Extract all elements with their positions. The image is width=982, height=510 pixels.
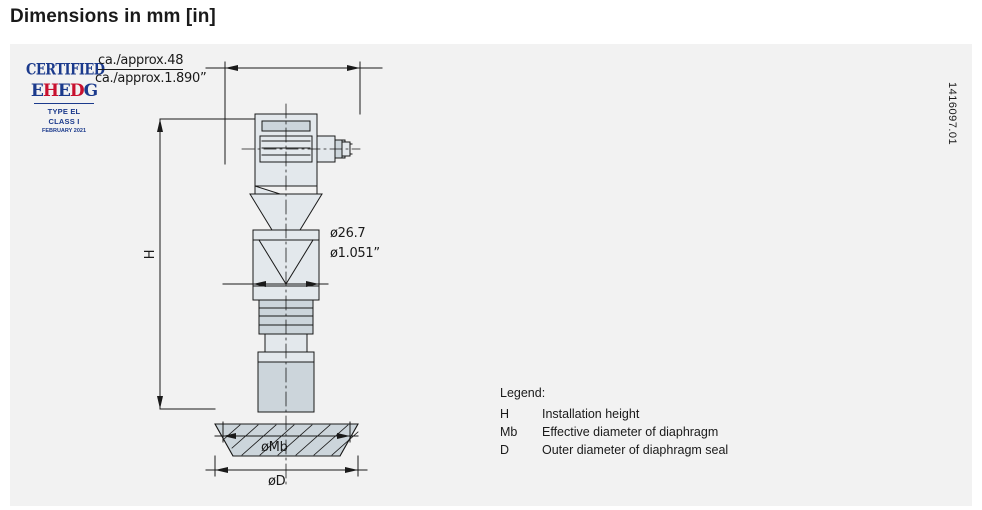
legend-title: Legend: [500, 386, 546, 400]
dim-diameter-mm: ø26.7 [330, 226, 366, 241]
cert-ehedg-logo: EHEDG [30, 81, 98, 101]
legend-description-h: Installation height [542, 407, 640, 422]
legend-symbol-mb: Mb [500, 425, 518, 440]
dim-top-approx-in: ca./approx.1.890” [95, 71, 207, 86]
cert-certified-text: CERTIFIED [26, 60, 105, 80]
legend-symbol-d: D [500, 443, 510, 458]
cert-class-text: CLASS I [48, 117, 80, 127]
legend [500, 384, 728, 460]
dim-height-label: H [143, 249, 158, 260]
sensor-cross-section-drawing [10, 44, 972, 506]
legend-description-d: Outer diameter of diaphragm seal [542, 443, 729, 458]
legend-item-mb [500, 423, 728, 441]
cert-type-text: TYPE EL [47, 107, 81, 116]
dim-top-approx-mm: ca./approx.48 [98, 53, 184, 68]
legend-item-h [500, 405, 728, 423]
cert-date-text: FEBRUARY 2021 [41, 128, 87, 135]
legend-symbol-h: H [500, 407, 510, 422]
dimension-drawing-panel [10, 44, 972, 506]
dim-diameter-in: ø1.051” [330, 246, 380, 261]
legend-description-mb: Effective diameter of diaphragm [542, 425, 719, 440]
dim-mb-label: øMb [261, 440, 288, 455]
dim-d-label: øD [268, 474, 286, 489]
legend-item-d [500, 441, 728, 459]
page-title: Dimensions in mm [in] [10, 6, 216, 27]
document-number: 1416097.01 [946, 82, 958, 146]
